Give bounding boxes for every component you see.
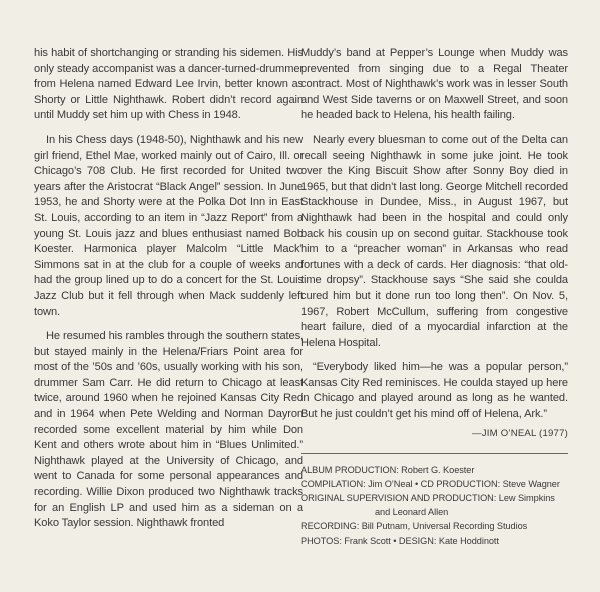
credit-album-production: ALBUM PRODUCTION: Robert G. Koester — [301, 464, 475, 475]
author-signature: —JIM O’NEAL (1977) — [471, 427, 568, 439]
credit-original-supervision: ORIGINAL SUPERVISION AND PRODUCTION: Lew Simpkins — [301, 493, 555, 504]
credit-recording: RECORDING: Bill Putnam, Universal Recording Studios — [301, 521, 528, 532]
paragraph: He resumed his rambles through the southern states, but stayed mainly in the Helena/Friars Point area for most of the ’50s and ’60s, usually working with his son, drummer Sam Carr. He did return to Chicago at least twice, around 1960 when he rejoined Kansas City Red and in 1964 when Pete Welding and Norman Dayron recorded some excellent material by him while Don Kent and others wrote about him in “Blues Unlimited.” Nighthawk played at the University of Chicago, and went to Canada for some personal appearances and recording. Willie Dixon produced two Nighthawk tracks for an English LP and used him as a sideman on a Koko Taylor session. Nighthawk fronted — [34, 330, 303, 530]
credits-block — [301, 463, 568, 548]
paragraph: Nearly every bluesman to come out of the Delta can recall seeing Nighthawk in some juke joint. He took over the King Biscuit Show after Sonny Boy died in 1965, but that didn’t last long. George Mitchell recorded Stackhouse in Dundee, Miss., in August 1967, but Nighthawk had been in the hospital and could only back his cousin up on second guitar. Stackhouse took him to a “preacher woman” in Arkansas who read fortunes with a deck of cards. Her diagnosis: “that old-time dropsy”. Stackhouse says “She said she coulda cured him but it done run too long then”. On Nov. 5, 1967, Robert McCullum, suffering from congestive heart failure, died of a myocardial infarction at the Helena Hospital. — [301, 133, 568, 349]
left-column — [34, 46, 303, 541]
credits-divider — [301, 453, 568, 454]
paragraph: his habit of shortchanging or stranding his sidemen. His only steady accompanist was a dancer-turned-drummer from Helena named Edward Lee Irvin, better known as Shorty or Little Nighthawk. Robert didn’t record again until Muddy set him up with Chess in 1948. — [34, 47, 303, 122]
paragraph: “Everybody liked him—he was a popular person,” Kansas City Red reminisces. He coulda stayed up here in Chicago and played around as long as he wanted. But he just couldn’t get his mind off of Helena, Ark.” — [301, 361, 568, 421]
paragraph: In his Chess days (1948-50), Nighthawk and his new girl friend, Ethel Mae, worked mainly out of Cairo, Ill. or Chicago’s 708 Club. He first recorded for United two years after the Aristocrat “Black Angel” session. In June 1953, he and Shorty were at the Polka Dot Inn in East St. Louis, according to an item in “Jazz Report” from a young St. Louis jazz and blues enthusiast named Bob Koester. Harmonica player Malcolm “Little Mack” Simmons sat in at the club for a couple of weeks and had the group lined up to do a concert for the St. Louis Jazz Club but it fell through when Mack suddenly left town. — [34, 133, 303, 318]
credit-original-supervision-cont: and Leonard Allen — [375, 507, 449, 518]
credit-photos-design: PHOTOS: Frank Scott • DESIGN: Kate Hoddinott — [301, 535, 499, 546]
paragraph: Muddy’s band at Pepper’s Lounge when Muddy was prevented from singing due to a Regal Theater contract. Most of Nighthawk’s work was in lesser South and West Side taverns or on Maxwell Street, and soon he headed back to Helena, his health failing. — [301, 47, 568, 122]
credit-compilation: COMPILATION: Jim O’Neal • CD PRODUCTION: Steve Wagner — [301, 478, 560, 489]
right-column — [301, 46, 568, 548]
